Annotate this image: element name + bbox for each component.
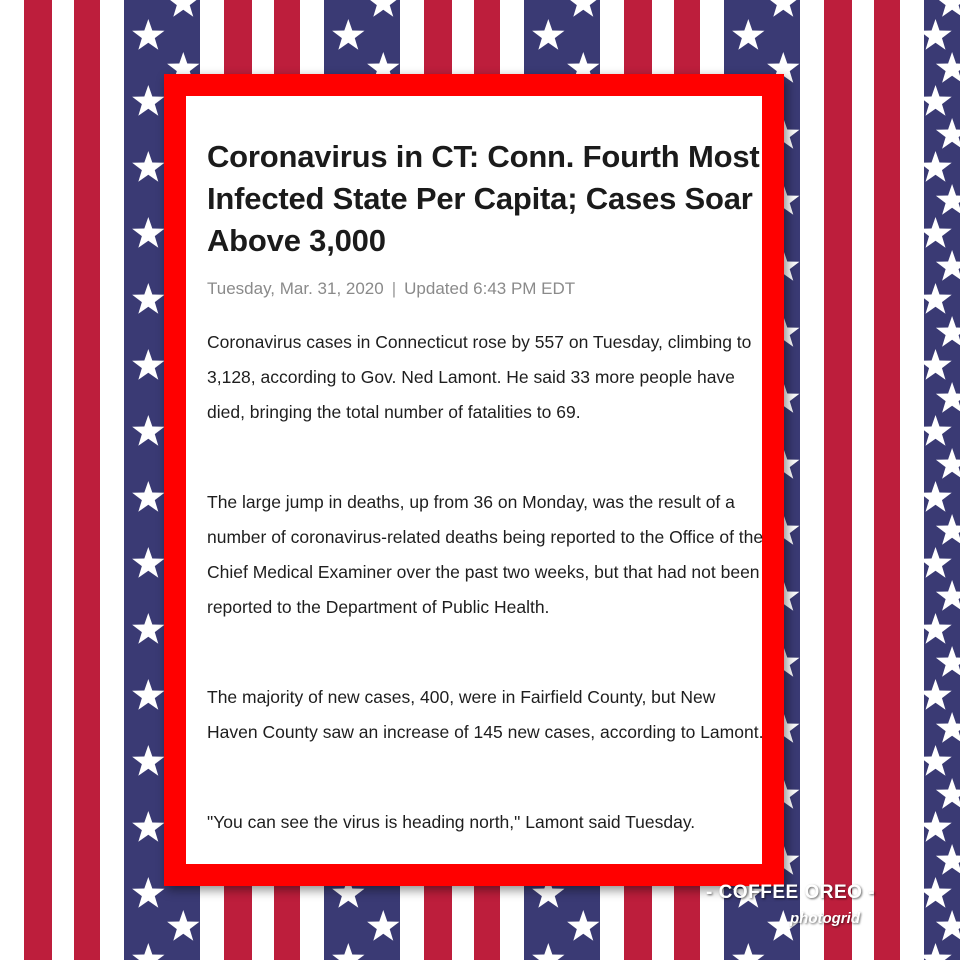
article-updated: Updated 6:43 PM EDT <box>404 279 576 298</box>
article-paragraph: The large jump in deaths, up from 36 on Monday, was the result of a number of coronavirus-related deaths being reported to the Office of the Chief Medical Examiner over the past two weeks, but that had not been reported to the Department of Public Health. <box>207 492 764 617</box>
article-paragraph: "You can see the virus is heading north," Lamont said Tuesday. <box>207 812 696 832</box>
red-stripe <box>824 0 852 960</box>
article-paragraph: The majority of new cases, 400, were in Fairfield County, but New Haven County saw an increase of 145 new cases, according to Lamont. <box>207 687 764 742</box>
watermark-text: - COFFEE OREO - <box>706 882 875 903</box>
watermark-logo: photogrid <box>790 910 860 927</box>
red-stripe <box>24 0 52 960</box>
article-paragraph: Coronavirus cases in Connecticut rose by 557 on Tuesday, climbing to 3,128, according to Gov. Ned Lamont. He said 33 more people have died, bringing the total number of fatalities to 69. <box>207 332 752 422</box>
article-dateline <box>207 279 575 299</box>
red-stripe <box>74 0 100 960</box>
article-headline: Coronavirus in CT: Conn. Fourth Most Infected State Per Capita; Cases Soar Above 3,000 <box>207 139 760 258</box>
article-card <box>186 96 762 864</box>
blue-star-band <box>924 0 960 960</box>
red-stripe <box>874 0 900 960</box>
article-date: Tuesday, Mar. 31, 2020 <box>207 279 384 298</box>
article-frame <box>164 74 784 886</box>
dateline-separator: | <box>391 279 397 298</box>
